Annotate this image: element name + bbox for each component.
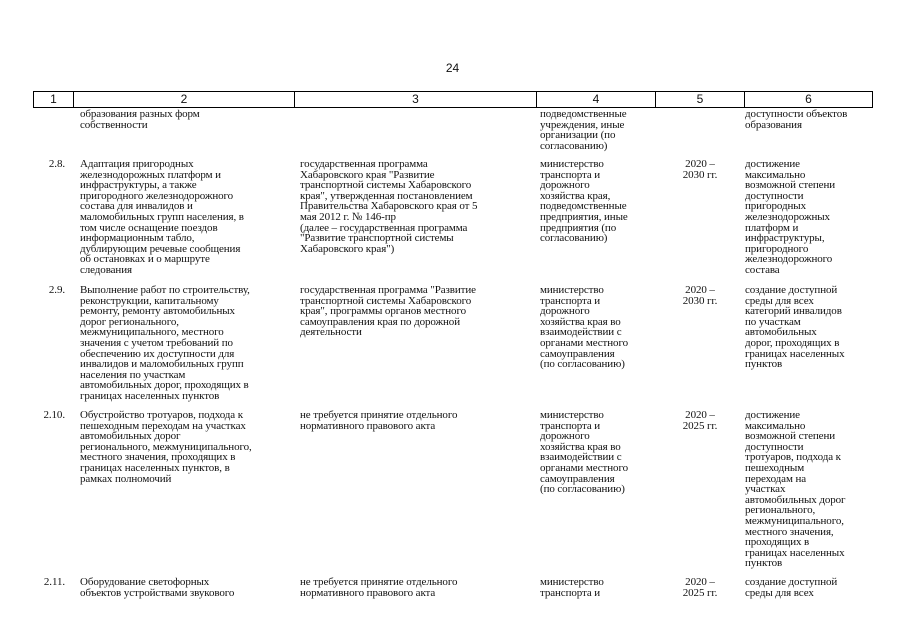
row-period: 2020 – 2030 гг. (682, 158, 718, 181)
column-header-5: 5 (656, 92, 745, 107)
page-number: 24 (445, 61, 460, 75)
row-result: достижение максимально возможной степени доступности тротуаров, подхода к пешеходным переходам на участках автомобильных дорог регионального, межмуниципального, местного значения, проходящих в границах населенных пунктов (745, 409, 846, 570)
row-executor: министерство транспорта и дорожного хозяйства края во взаимодействии с органами местного самоуправления (по согласованию) (540, 409, 628, 496)
row-period: 2020 – 2025 гг. (682, 576, 718, 599)
row-executor: министерство транспорта и дорожного хозяйства края во взаимодействии с органами местного самоуправления (по согласованию) (540, 284, 628, 371)
continuation-result: доступности объектов образования (745, 108, 848, 131)
row-basis: не требуется принятие отдельного нормативного правового акта (300, 576, 458, 599)
row-executor: министерство транспорта и дорожного хозяйства края, подведомственные предприятия, иные предприятия (по согласованию) (540, 158, 628, 245)
row-measure: Адаптация пригородных железнодорожных платформ и инфраструктуры, а также пригородного железнодорожного состава для инвалидов и маломобильных групп населения, в том числе оснащение поездов информационным табло, дублирующим речевые сообщения об остановках и о маршруте следования (80, 158, 244, 276)
row-number: 2.9. (48, 284, 65, 296)
column-header-1: 1 (34, 92, 74, 107)
row-number: 2.10. (43, 409, 65, 421)
row-basis: государственная программа Хабаровского края "Развитие транспортной системы Хабаровского края", утвержденная постановлением Правительства Хабаровского края от 5 мая 2012 г. № 146-пр (далее – государственная программа "Развитие транспортной системы Хабаровского края") (300, 158, 478, 255)
row-measure: Обустройство тротуаров, подхода к пешеходным переходам на участках автомобильных дорог регионального, межмуниципального, местного значения, проходящих в границах населенных пунктов, в рамках полномочий (80, 409, 252, 485)
column-header-2: 2 (74, 92, 295, 107)
row-period: 2020 – 2030 гг. (682, 284, 718, 307)
table-header-row (33, 91, 873, 108)
column-header-3: 3 (295, 92, 537, 107)
row-result: создание доступной среды для всех (745, 576, 838, 599)
row-measure: Оборудование светофорных объектов устройствами звукового (80, 576, 235, 599)
column-header-4: 4 (537, 92, 656, 107)
column-header-6: 6 (805, 92, 812, 106)
row-number: 2.8. (48, 158, 65, 170)
row-period: 2020 – 2025 гг. (682, 409, 718, 432)
row-basis: не требуется принятие отдельного нормативного правового акта (300, 409, 458, 432)
row-basis: государственная программа "Развитие транспортной системы Хабаровского края", программы органов местного самоуправления края по дорожной деятельности (300, 284, 476, 339)
continuation-executor: подведомственные учреждения, иные организации (по согласованию) (540, 108, 627, 152)
continuation-measure: образования разных форм собственности (80, 108, 200, 131)
row-result: создание доступной среды для всех категорий инвалидов по участкам автомобильных дорог, проходящих в границах населенных пунктов (745, 284, 845, 371)
row-result: достижение максимально возможной степени доступности пригородных железнодорожных платформ и инфраструктуры, пригородного железнодорожного состава (745, 158, 836, 276)
row-executor: министерство транспорта и (540, 576, 604, 599)
row-measure: Выполнение работ по строительству, реконструкции, капитальному ремонту, ремонту автомобильных дорог регионального, межмуниципального, местного значения с учетом требований по обеспечению их доступности для инвалидов и маломобильных групп населения по участкам автомобильных дорог, проходящих в границах населенных пунктов (80, 284, 250, 402)
row-number: 2.11. (43, 576, 65, 588)
